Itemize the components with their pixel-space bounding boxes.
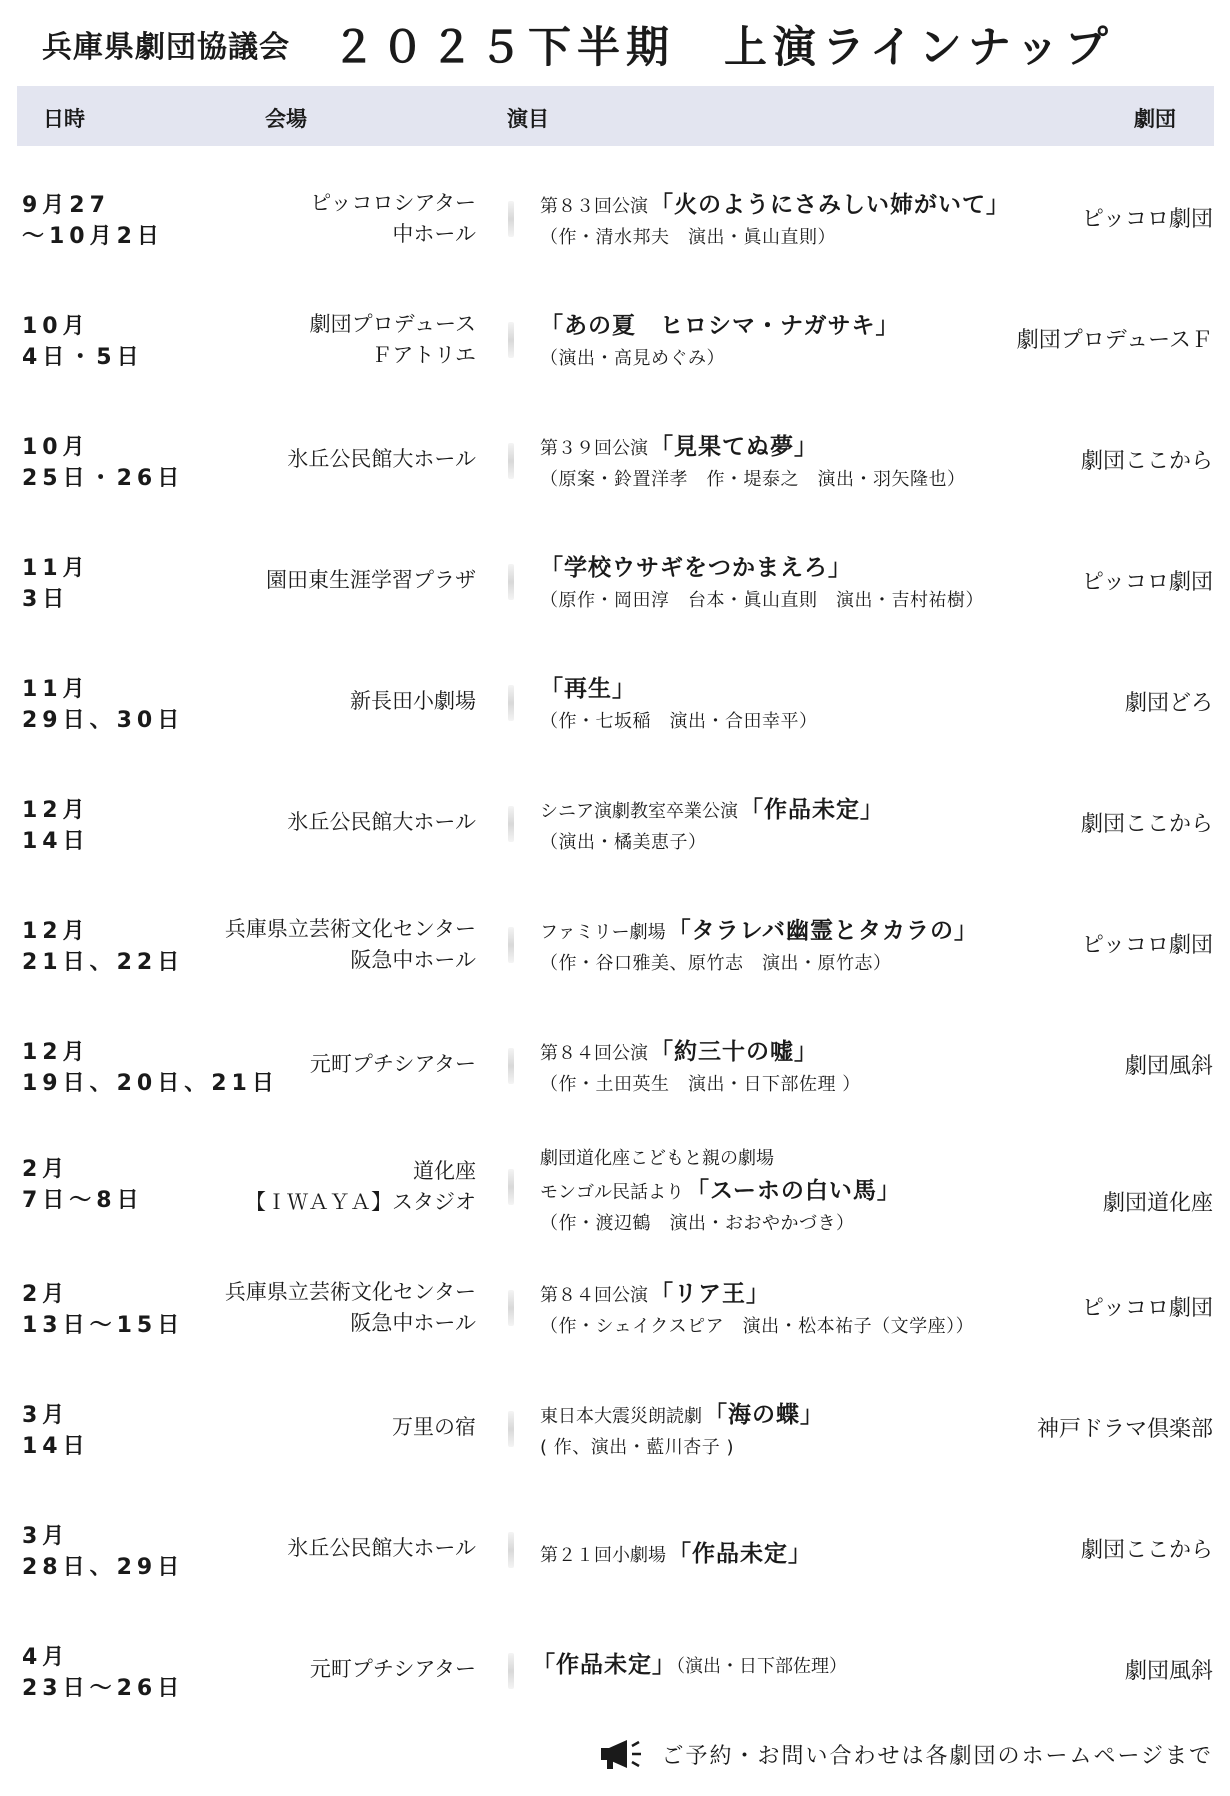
venue [266,565,476,596]
column-program: 演目 [507,107,549,131]
program-title: 「学校ウサギをつかまえろ」 [540,555,852,581]
troupe-name: 劇団道化座 [1102,1191,1213,1216]
program-prefix: シニア演劇教室卒業公演 [540,801,738,822]
program-title: 「約三十の嘘」 [650,1039,818,1065]
performance-date [22,1400,90,1462]
page-title: ２０２５下半期 上演ラインナップ [332,22,1114,73]
program-credit: （作・渡辺鶴 演出・おおやかづき） [540,1213,855,1234]
program-credit: （作・土田英生 演出・日下部佐理 ） [540,1074,861,1095]
program-title: 「作品未定」 [740,797,884,823]
date-month: 9月27 [22,193,110,218]
venue-name: 園田東生涯学習プラザ [266,568,476,592]
venue-name: ピッコロシアター [310,191,476,215]
venue-name: 氷丘公民館大ホール [287,447,476,471]
venue [287,1533,476,1564]
program [540,1035,1020,1099]
program [540,188,1020,252]
program [540,309,1020,373]
lineup-row [0,630,1230,751]
date-days: 23日～26日 [22,1676,185,1701]
program-credit: （原案・鈴置洋孝 作・堤泰之 演出・羽矢隆也） [540,469,966,490]
lineup-row [0,751,1230,872]
venue [287,444,476,475]
venue-name: 元町プチシアター [309,1657,476,1681]
footer-note [599,1738,1213,1770]
program [540,914,1020,978]
venue-name: 元町プチシアター [309,1052,476,1076]
troupe-name: ピッコロ劇団 [1081,933,1213,958]
date-month: 2月 [22,1282,70,1307]
program-prefix: 第８４回公演 [540,1043,648,1064]
troupe-name: 劇団風斜 [1124,1659,1213,1684]
performance-date [22,190,164,252]
date-days: 14日 [22,829,90,854]
divider-bar [508,1048,514,1084]
date-month: 2月 [22,1157,70,1182]
organization-name: 兵庫県劇団協議会 [42,30,290,65]
troupe-name: ピッコロ劇団 [1081,570,1213,595]
program [540,1277,1020,1341]
troupe-name: 劇団ここから [1080,812,1213,837]
program-title: 「再生」 [540,676,636,702]
date-days: 14日 [22,1434,90,1459]
divider-bar [508,443,514,479]
program-credit: （原作・岡田淳 台本・眞山直則 演出・吉村祐樹） [540,590,984,611]
date-month: 3月 [22,1524,70,1549]
program [540,551,1020,615]
program-title: 「作品未定」 [532,1652,676,1678]
venue [310,1654,476,1685]
date-days: ～10月2日 [22,224,164,249]
date-month: 11月 [22,677,90,702]
venue [310,188,476,250]
date-days: 29日、30日 [22,708,185,733]
program-title: 「海の蝶」 [704,1402,824,1428]
divider-bar [508,1532,514,1568]
performance-date [22,916,184,978]
venue [350,686,476,717]
divider-bar [508,927,514,963]
performance-date [22,1521,184,1583]
program [540,793,1020,857]
troupe-name: 劇団どろ [1124,691,1213,716]
program [532,1648,1012,1684]
footer-text: ご予約・お問い合わせは各劇団のホームページまで [661,1743,1213,1769]
performance-date [22,311,144,373]
venue [392,1412,476,1443]
date-month: 10月 [22,435,90,460]
date-month: 12月 [22,798,90,823]
troupe-name: 劇団風斜 [1124,1054,1213,1079]
program [540,1398,1020,1462]
column-venue: 会場 [265,107,307,131]
date-days: 25日・26日 [22,466,185,491]
program-prefix: 第８４回公演 [540,1285,648,1306]
program-title: 「あの夏 ヒロシマ・ナガサキ」 [540,313,900,339]
venue [225,914,476,976]
date-days: 19日、20日、21日 [22,1071,279,1096]
venue-name: 兵庫県立芸術文化センター [224,917,476,941]
lineup-row [0,993,1230,1114]
divider-bar [508,564,514,600]
performance-date [22,674,184,736]
lineup-row [0,1114,1230,1235]
program-credit: （作・清水邦夫 演出・眞山直則） [540,227,836,248]
date-days: 28日、29日 [22,1555,185,1580]
program [540,672,1020,736]
performance-date [22,432,184,494]
date-month: 12月 [22,1040,90,1065]
divider-bar [508,201,514,237]
divider-bar [508,685,514,721]
venue-hall: 中ホール [392,222,476,246]
venue-hall: 阪急中ホール [350,1311,476,1335]
program-series: 劇団道化座こどもと親の劇場 [540,1148,774,1169]
lineup-row [0,872,1230,993]
program-prefix: 第８３回公演 [540,196,648,217]
venue-name: 氷丘公民館大ホール [287,810,476,834]
venue-name: 劇団プロデュース [309,312,476,336]
date-month: 4月 [22,1645,70,1670]
performance-date [22,1037,279,1099]
column-date: 日時 [43,107,85,131]
program [540,430,1020,494]
program-prefix: 第２１回小劇場 [540,1545,666,1566]
venue-hall: 阪急中ホール [350,948,476,972]
venue-name: 新長田小劇場 [350,689,476,713]
program-credit: （演出・日下部佐理） [676,1656,847,1677]
date-days: 4日・5日 [22,345,144,370]
date-days: 13日～15日 [22,1313,185,1338]
troupe-name: ピッコロ劇団 [1081,207,1213,232]
program-credit: （作・七坂稲 演出・合田幸平） [540,711,818,732]
venue-name: 兵庫県立芸術文化センター [224,1280,476,1304]
performance-date [22,1154,144,1216]
venue-name: 道化座 [413,1159,476,1183]
venue-name: 氷丘公民館大ホール [287,1536,476,1560]
performance-date [22,795,90,857]
program-credit: ( 作、演出・藍川杏子 ) [540,1437,734,1458]
troupe-name: 劇団ここから [1080,449,1213,474]
divider-bar [508,1169,514,1205]
program-prefix: 東日本大震災朗読劇 [540,1406,702,1427]
troupe-name: ピッコロ劇団 [1081,1296,1213,1321]
column-troupe: 劇団 [1134,107,1176,131]
performance-date [22,553,90,615]
lineup-row [0,1356,1230,1477]
venue-name: 万里の宿 [392,1415,476,1439]
date-days: 7日～8日 [22,1188,144,1213]
venue [310,1049,476,1080]
program-prefix: 第３９回公演 [540,438,648,459]
venue [287,807,476,838]
divider-bar [508,806,514,842]
program-title: 「見果てぬ夢」 [650,434,818,460]
program-credit: （作・谷口雅美、原竹志 演出・原竹志） [540,953,892,974]
date-month: 10月 [22,314,90,339]
venue [245,1156,476,1218]
lineup-row [0,1477,1230,1598]
lineup-row [0,509,1230,630]
divider-bar [508,1411,514,1447]
program-title: 「スーホの白い馬」 [686,1178,901,1204]
megaphone-icon [599,1738,645,1770]
program-credit: （作・シェイクスピア 演出・松本祐子（文学座）） [540,1316,975,1337]
divider-bar [508,1653,514,1689]
lineup-row [0,1235,1230,1356]
troupe-name: 劇団ここから [1080,1538,1213,1563]
lineup-row [0,267,1230,388]
date-month: 11月 [22,556,90,581]
program-prefix: ファミリー劇場 [540,922,666,943]
performance-date [22,1642,184,1704]
lineup-row [0,1598,1230,1719]
troupe-name: 劇団プロデュースＦ [1016,328,1213,353]
divider-bar [508,1290,514,1326]
program-credit: （演出・高見めぐみ） [540,348,725,369]
program-title: 「リア王」 [650,1281,770,1307]
venue [225,1277,476,1339]
date-days: 21日、22日 [22,950,185,975]
page-header [42,14,1114,74]
venue-hall: Ｆアトリエ [371,343,476,367]
program-title: 「タラレバ幽霊とタカラの」 [667,918,979,944]
divider-bar [508,322,514,358]
program-title: 「作品未定」 [668,1541,812,1567]
date-days: 3日 [22,587,70,612]
program [540,1537,1020,1573]
venue-hall: 【ＩＷＡＹＡ】スタジオ [245,1190,476,1214]
column-header [17,86,1214,146]
lineup-row [0,388,1230,509]
lineup-list [0,146,1230,1719]
date-month: 12月 [22,919,90,944]
lineup-row [0,146,1230,267]
program-credit: （演出・橘美恵子） [540,832,707,853]
venue [310,309,476,371]
troupe-name: 神戸ドラマ倶楽部 [1036,1417,1213,1442]
program [540,1144,1020,1238]
date-month: 3月 [22,1403,70,1428]
performance-date [22,1279,184,1341]
program-title: 「火のようにさみしい姉がいて」 [650,192,1010,218]
program-prefix: モンゴル民話より [540,1182,684,1203]
